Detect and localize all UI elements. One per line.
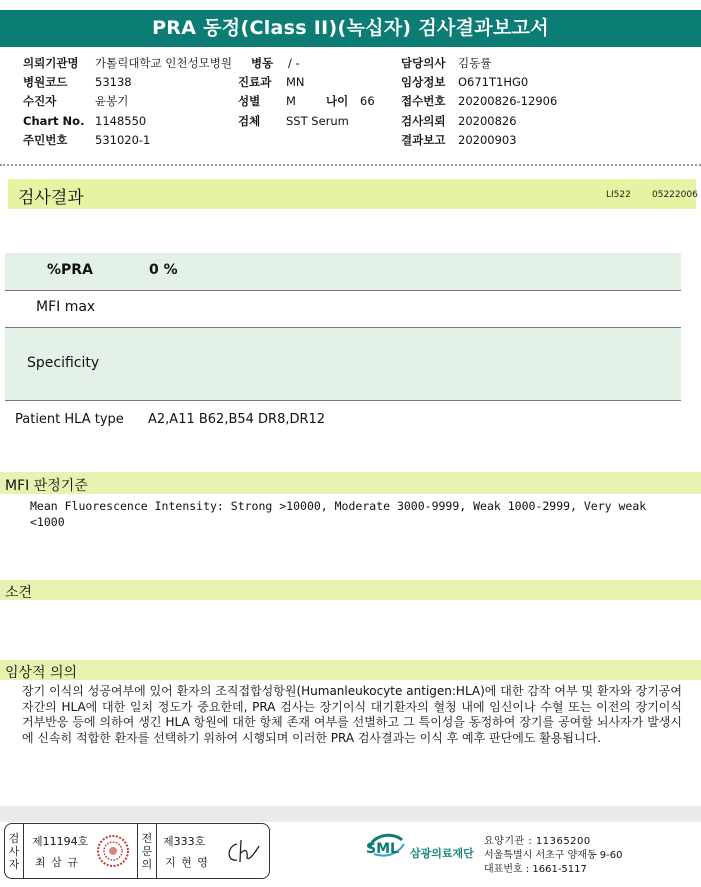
inspector-license-no: 제11194호 <box>32 835 89 848</box>
results-section-bar <box>8 179 696 209</box>
specificity-label: Specificity <box>27 355 100 371</box>
footer-band <box>0 806 701 822</box>
ward-label: 병동 <box>251 56 274 70</box>
resident-no-value: 531020-1 <box>95 133 151 147</box>
resident-no-label: 주민번호 <box>23 133 68 147</box>
org-phone: 대표번호 : 1661-5117 <box>484 864 587 875</box>
care-org-number: 요양기관 : 11365200 <box>484 836 591 847</box>
specialist-license-no: 제333호 <box>163 835 206 848</box>
sex-label: 성별 <box>238 94 261 108</box>
clinical-significance-bar <box>0 660 701 680</box>
hospital-code-label: 병원코드 <box>23 75 68 89</box>
chart-no-value: 1148550 <box>95 114 147 128</box>
seal-stamp-icon <box>95 832 131 870</box>
patient-value: 윤봉기 <box>95 94 129 108</box>
sex-value: M <box>286 94 296 108</box>
clinical-significance-title: 임상적 의의 <box>5 665 78 681</box>
row-divider <box>5 290 681 291</box>
pra-value: 0 % <box>149 262 178 278</box>
institution-value: 가톨릭대학교 인천성모병원 <box>95 56 232 70</box>
dept-label: 진료과 <box>238 75 272 89</box>
inspector-name: 최 삼 규 <box>35 856 79 869</box>
mfi-criteria-bar <box>0 472 701 494</box>
mfi-criteria-text: Mean Fluorescence Intensity: Strong >10000, Moderate 3000-9999, Weak 1000-2999, Very weak <1000 <box>30 499 647 529</box>
hospital-code-value: 53138 <box>95 75 132 89</box>
specificity-row <box>5 328 681 400</box>
opinion-title: 소견 <box>5 585 33 601</box>
hla-type-value: A2,A11 B62,B54 DR8,DR12 <box>148 412 326 427</box>
report-date-label: 결과보고 <box>401 133 446 147</box>
age-value: 66 <box>360 94 375 108</box>
clinical-info-value: O671T1HG0 <box>458 75 529 89</box>
specialist-name: 지 현 영 <box>165 856 209 869</box>
inspector-label: 검 사 자 <box>5 824 24 878</box>
ward-value: / - <box>288 56 300 70</box>
specialist-label: 전 문 의 <box>137 824 157 878</box>
clinical-significance-text: 장기 이식의 성공여부에 있어 환자의 조직접합성항원(Humanleukocyte antigen:HLA)에 대한 감작 여부 및 환자와 장기공여자간의 HLA에 대한 일치 정도가 중요한데, PRA 검사는 장기이식 대기환자의 혈청 내에 임신이나 수혈 또는 이전의 장기이식 거부반응 등에 의하여 생긴 HLA 항원에 대한 항체 존재 여부를 선별하고 그 특이성을 동정하여 장기를 공여할 뇌사자가 발생시에 신속히 적합한 환자를 선택하기 위하여 시행되며 이러한 PRA 검사결과는 이식 후 예후 판단에도 활용됩니다. <box>22 684 682 745</box>
clinical-info-label: 임상정보 <box>401 75 446 89</box>
patient-info-header <box>0 54 701 154</box>
patient-label: 수진자 <box>23 94 57 108</box>
sml-logo-text: SML <box>366 841 399 857</box>
mfi-max-label: MFI max <box>36 299 96 315</box>
signature-icon <box>223 836 263 868</box>
age-label: 나이 <box>326 94 349 108</box>
report-code: 05222006 <box>652 190 698 200</box>
specimen-value: SST Serum <box>286 114 349 128</box>
org-name: 삼광의료재단 <box>410 847 474 860</box>
doctor-label: 담당의사 <box>401 56 446 70</box>
receipt-no-value: 20200826-12906 <box>458 94 558 108</box>
institution-label: 의뢰기관명 <box>23 56 79 70</box>
report-title: PRA 동정(Class II)(녹십자) 검사결과보고서 <box>0 10 701 47</box>
results-section-title: 검사결과 <box>18 188 84 208</box>
header-divider <box>0 164 701 166</box>
pra-row <box>5 253 681 290</box>
signature-box <box>4 823 270 879</box>
report-date-value: 20200903 <box>458 133 517 147</box>
doctor-value: 김동률 <box>458 56 492 70</box>
request-date-value: 20200826 <box>458 114 517 128</box>
specimen-label: 검체 <box>238 114 261 128</box>
row-divider <box>5 400 681 401</box>
dept-value: MN <box>286 75 305 89</box>
chart-no-label: Chart No. <box>23 114 85 128</box>
hla-type-label: Patient HLA type <box>15 412 124 427</box>
pra-label: %PRA <box>47 262 93 278</box>
test-code: LI522 <box>606 190 631 200</box>
receipt-no-label: 접수번호 <box>401 94 446 108</box>
opinion-bar <box>0 580 701 600</box>
org-address: 서울특별시 서초구 양재동 9-60 <box>484 850 623 861</box>
request-date-label: 검사의뢰 <box>401 114 446 128</box>
mfi-criteria-title: MFI 판정기준 <box>5 478 88 494</box>
